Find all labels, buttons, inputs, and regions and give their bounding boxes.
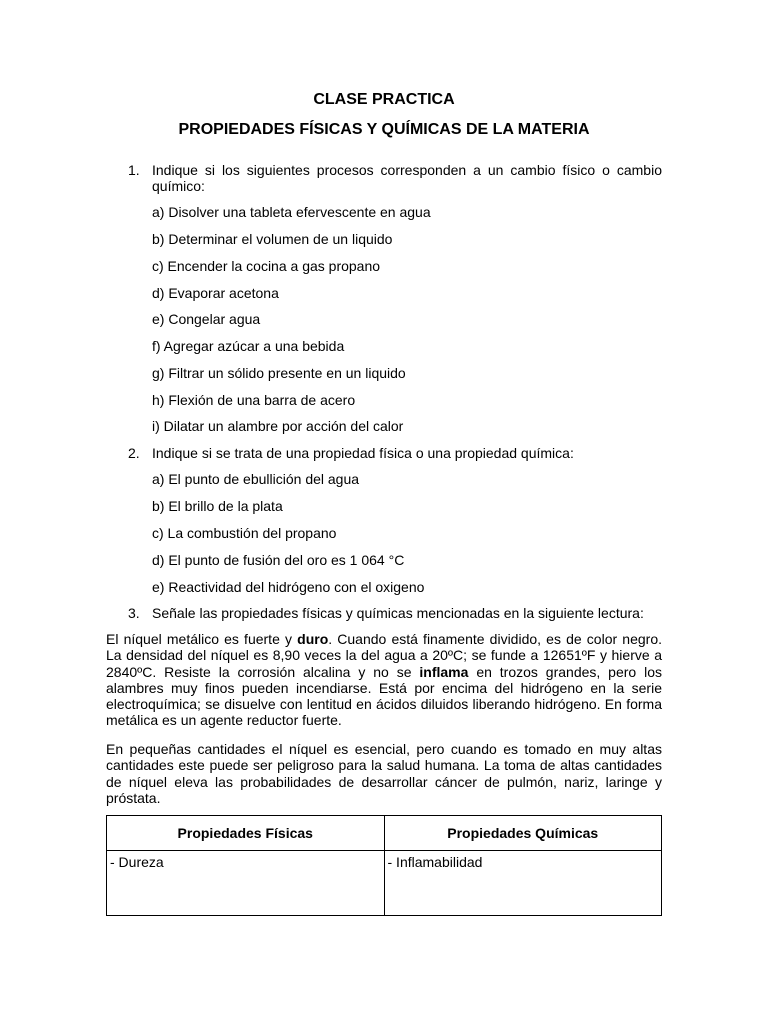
option-item: h) Flexión de una barra de acero <box>152 392 356 408</box>
table-row <box>107 851 662 916</box>
header-physical-properties: Propiedades Físicas <box>107 816 385 851</box>
option-item: d) El punto de fusión del oro es 1 064 °C <box>152 552 405 568</box>
question-2 <box>128 445 662 461</box>
reading-paragraph-2: En pequeñas cantidades el níquel es esencial, pero cuando es tomado en muy altas cantidades este puede ser peligroso para la salud humana. La toma de altas cantidades de níquel eleva las probabilidades de desarrollar cáncer de pulmón, nariz, laringe y próstata. <box>106 741 662 806</box>
question-text: Señale las propiedades físicas y químicas mencionadas en la siguiente lectura: <box>152 605 644 621</box>
reading-text: El níquel metálico es fuerte y <box>106 631 298 647</box>
page-title: CLASE PRACTICA <box>313 91 455 108</box>
cell-chemical-property: - Inflamabilidad <box>384 851 662 916</box>
question-text: Indique si los siguientes procesos corresponden a un cambio físico o cambio químico: <box>152 162 662 194</box>
question-number: 2. <box>128 445 140 461</box>
reading-bold-term: duro <box>297 631 329 647</box>
question-number: 1. <box>128 162 140 178</box>
table-header-row <box>107 816 662 851</box>
question-text: Indique si se trata de una propiedad física o una propiedad química: <box>152 445 574 461</box>
option-item: g) Filtrar un sólido presente en un liquido <box>152 365 406 381</box>
header-chemical-properties: Propiedades Químicas <box>384 816 662 851</box>
properties-table <box>106 815 662 916</box>
cell-physical-property: - Dureza <box>107 851 385 916</box>
option-item: e) Reactividad del hidrógeno con el oxigeno <box>152 579 425 595</box>
option-item: b) El brillo de la plata <box>152 498 283 514</box>
question-3 <box>128 605 662 621</box>
question-number: 3. <box>128 605 140 621</box>
reading-text: en trozos grandes, pero los alambres muy finos pueden incendiarse. Está por encima del hidrógeno en la serie electroquímica; se disuelve con lentitud en ácidos diluidos liberando hidrógeno. En forma metálica es un agente reductor fuerte. <box>106 663 662 729</box>
option-item: b) Determinar el volumen de un liquido <box>152 231 393 247</box>
option-item: d) Evaporar acetona <box>152 285 279 301</box>
question-1 <box>128 162 662 194</box>
option-item: a) Disolver una tableta efervescente en agua <box>152 204 431 220</box>
option-item: f) Agregar azúcar a una bebida <box>152 338 345 354</box>
option-item: c) La combustión del propano <box>152 525 337 541</box>
option-item: e) Congelar agua <box>152 311 261 327</box>
option-item: c) Encender la cocina a gas propano <box>152 258 381 274</box>
reading-paragraph-1 <box>106 631 662 729</box>
option-item: a) El punto de ebullición del agua <box>152 471 360 487</box>
reading-bold-term: inflama <box>419 663 469 680</box>
reading-text: . Cuando está finamente dividido, es de color negro. La densidad del níquel es 8,90 veces la del agua a 20ºC; se funde a 12651ºF y hierve a 2840ºC. Resiste la corrosión alcalina y no se <box>106 631 662 680</box>
page-subtitle: PROPIEDADES FÍSICAS Y QUÍMICAS DE LA MATERIA <box>178 121 590 138</box>
option-item: i) Dilatar un alambre por acción del calor <box>152 418 404 434</box>
